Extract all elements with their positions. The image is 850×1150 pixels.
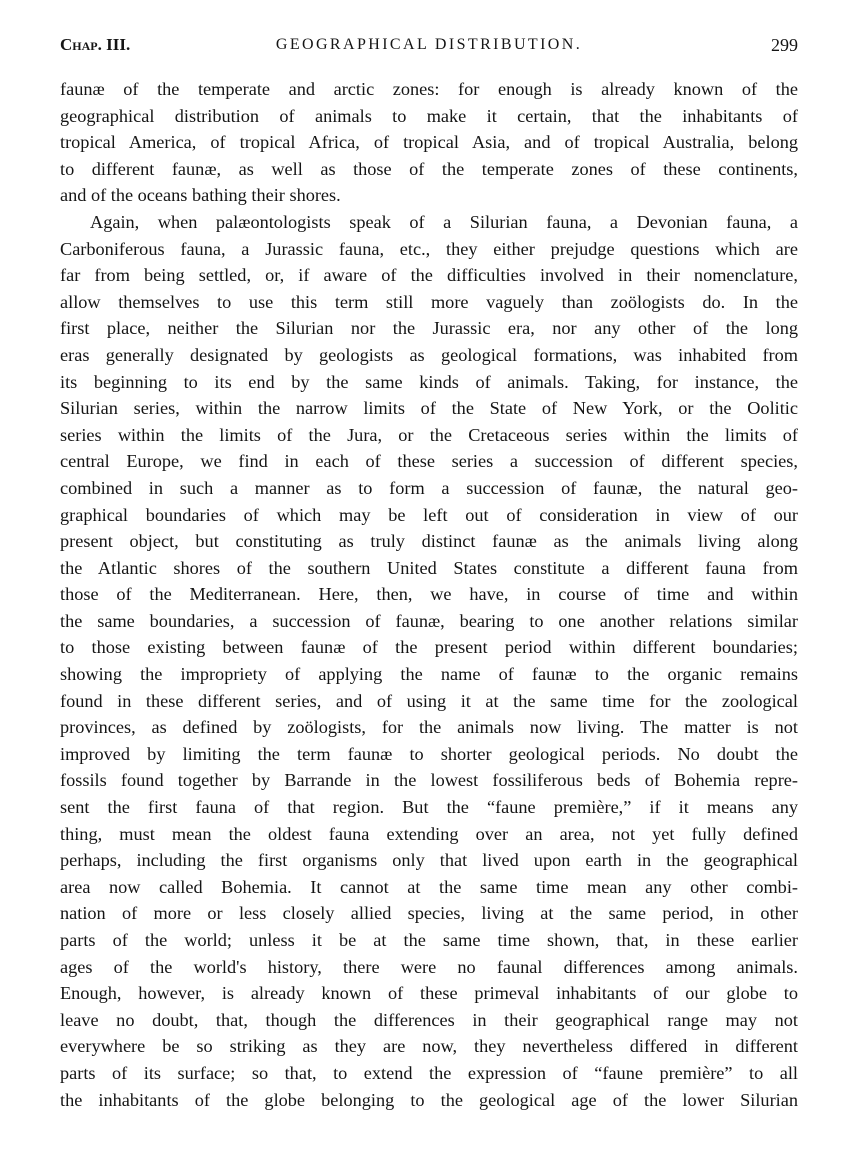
- text-line: the inhabitants of the globe belonging to the geological age of the lower Silurian: [60, 1089, 798, 1110]
- running-title: GEOGRAPHICAL DISTRIBUTION.: [275, 36, 583, 53]
- text-line: series within the limits of the Jura, or the Cretaceous series within the limits of: [60, 424, 798, 445]
- text-line: parts of the world; unless it be at the same time shown, that, in these earlier: [60, 930, 798, 950]
- text-line: eras generally designated by geologists as geological formations, was inhabited from: [60, 344, 798, 365]
- text-line: central Europe, we find in each of these series a succession of different species,: [60, 451, 798, 472]
- text-line: Enough, however, is already known of these primeval inhabitants of our globe to: [60, 983, 798, 1004]
- text-line: perhaps, including the first organisms only that lived upon earth in the geographical: [60, 850, 798, 871]
- text-line: Carboniferous fauna, a Jurassic fauna, etc., they either prejudge questions which are: [60, 238, 798, 259]
- text-line: sent the first fauna of that region. But the “faune première,” if it means any: [60, 797, 798, 818]
- text-line: faunæ of the temperate and arctic zones: for enough is already known of the: [60, 79, 798, 99]
- text-line: allow themselves to use this term still more vaguely than zoölogists do. In the: [60, 291, 798, 312]
- text-line: everywhere be so striking as they are now, they nevertheless differed in different: [60, 1036, 798, 1057]
- text-line: those of the Mediterranean. Here, then, we have, in course of time and within: [60, 584, 798, 605]
- text-line: provinces, as defined by zoölogists, for the animals now living. The matter is not: [60, 717, 798, 738]
- body-text: [60, 76, 798, 1113]
- text-line: area now called Bohemia. It cannot at the same time mean any other combi-: [60, 876, 798, 897]
- paragraph-first-line: Again, when palæontologists speak of a Silurian fauna, a Devonian fauna, a: [90, 211, 798, 232]
- text-line: leave no doubt, that, though the differences in their geographical range may not: [60, 1009, 798, 1030]
- text-line: tropical America, of tropical Africa, of tropical Asia, and of tropical Australia, belong: [60, 132, 798, 153]
- text-line: far from being settled, or, if aware of the difficulties involved in their nomenclature,: [60, 265, 798, 286]
- text-line: showing the impropriety of applying the name of faunæ to the organic remains: [60, 664, 798, 685]
- paragraph-end-line: and of the oceans bathing their shores.: [60, 185, 341, 206]
- text-line: found in these different series, and of using it at the same time for the zoological: [60, 690, 798, 711]
- text-line: improved by limiting the term faunæ to shorter geological periods. No doubt the: [60, 743, 798, 764]
- text-line: graphical boundaries of which may be left out of consideration in view of our: [60, 504, 798, 525]
- text-line: thing, must mean the oldest fauna extending over an area, not yet fully defined: [60, 823, 798, 844]
- running-head: [60, 34, 798, 56]
- text-line: geographical distribution of animals to make it certain, that the inhabitants of: [60, 105, 798, 126]
- text-line: combined in such a manner as to form a succession of faunæ, the natural geo-: [60, 477, 798, 498]
- text-line: parts of its surface; so that, to extend the expression of “faune première” to all: [60, 1062, 798, 1083]
- text-line: to different faunæ, as well as those of the temperate zones of these continents,: [60, 158, 798, 179]
- text-line: fossils found together by Barrande in the lowest fossiliferous beds of Bohemia repre-: [60, 770, 798, 791]
- text-line: Silurian series, within the narrow limits of the State of New York, or the Oolitic: [60, 398, 798, 419]
- text-line: its beginning to its end by the same kinds of animals. Taking, for instance, the: [60, 371, 798, 392]
- text-line: nation of more or less closely allied species, living at the same period, in other: [60, 903, 798, 924]
- page-number: 299: [771, 35, 798, 55]
- text-line: present object, but constituting as truly distinct faunæ as the animals living along: [60, 531, 798, 552]
- text-line: first place, neither the Silurian nor the Jurassic era, nor any other of the long: [60, 318, 798, 339]
- chapter-label: Chap. III.: [60, 35, 131, 54]
- text-line: ages of the world's history, there were no faunal differences among animals.: [60, 956, 798, 977]
- text-line: to those existing between faunæ of the present period within different boundaries;: [60, 637, 798, 658]
- text-line: the same boundaries, a succession of faunæ, bearing to one another relations similar: [60, 610, 798, 631]
- text-line: the Atlantic shores of the southern United States constitute a different fauna from: [60, 557, 798, 578]
